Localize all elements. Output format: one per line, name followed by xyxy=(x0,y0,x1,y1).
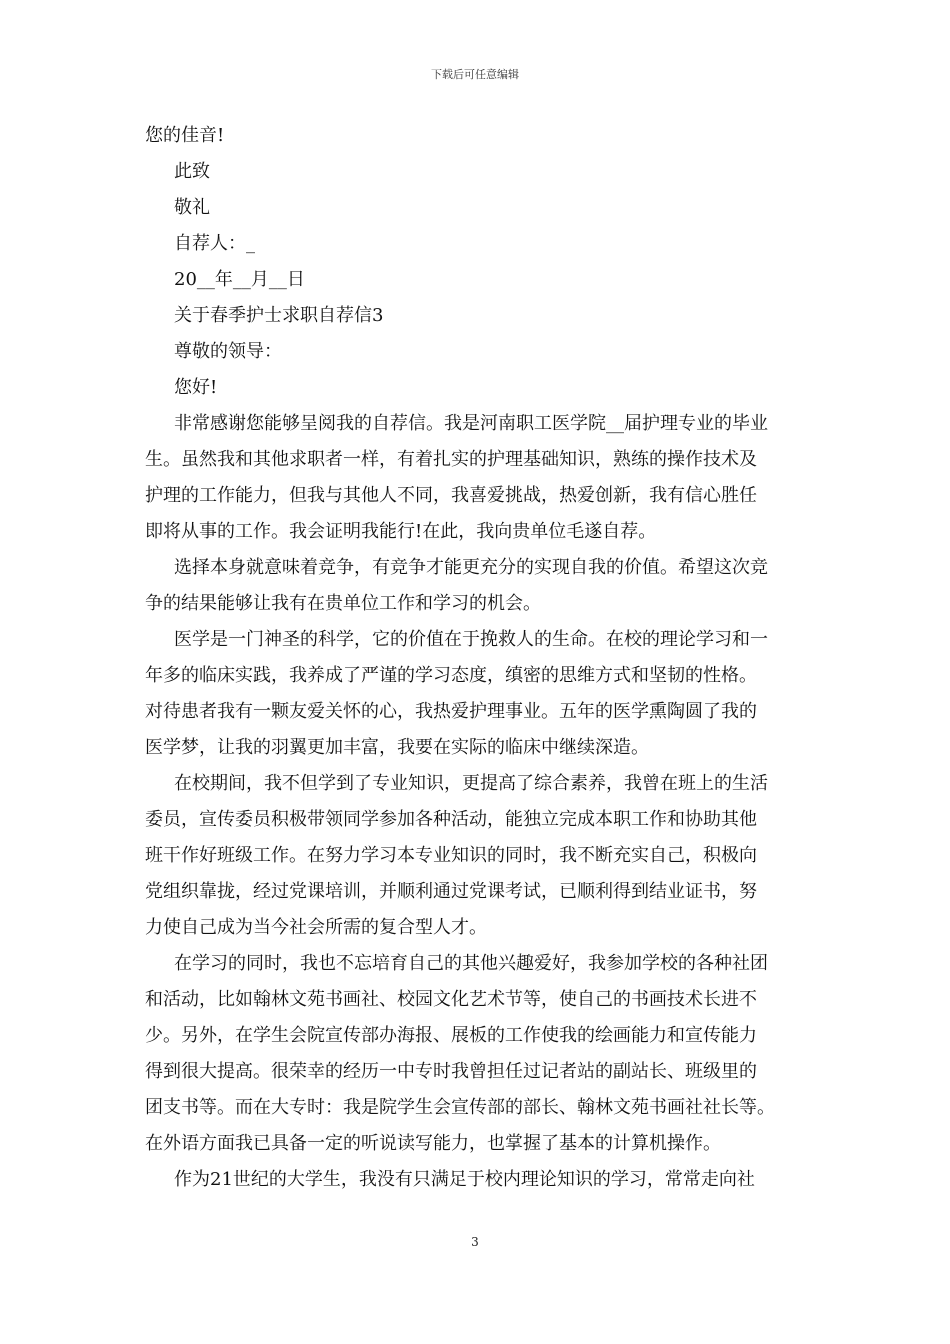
text-line: 在外语方面我已具备一定的听说读写能力，也掌握了基本的计算机操作。 xyxy=(145,1133,721,1154)
text-line: 得到很大提高。很荣幸的经历一中专时我曾担任过记者站的副站长、班级里的 xyxy=(145,1061,757,1082)
text-line: 即将从事的工作。我会证明我能行!在此，我向贵单位毛遂自荐。 xyxy=(145,521,657,542)
text-line: 在学习的同时，我也不忘培育自己的其他兴趣爱好，我参加学校的各种社团 xyxy=(174,953,768,974)
text-line: 在校期间，我不但学到了专业知识，更提高了综合素养，我曾在班上的生活 xyxy=(174,773,768,794)
text-line: 尊敬的领导： xyxy=(174,341,282,362)
text-line: 非常感谢您能够呈阅我的自荐信。我是河南职工医学院__届护理专业的毕业 xyxy=(174,413,768,434)
text-line: 少。另外，在学生会院宣传部办海报、展板的工作使我的绘画能力和宣传能力 xyxy=(145,1025,757,1046)
text-line: 医学梦，让我的羽翼更加丰富，我要在实际的临床中继续深造。 xyxy=(145,737,649,758)
text-line: 此致 xyxy=(174,161,210,182)
text-line: 生。虽然我和其他求职者一样，有着扎实的护理基础知识，熟练的操作技术及 xyxy=(145,449,757,470)
text-line: 您好! xyxy=(174,377,218,398)
text-line: 委员，宣传委员积极带领同学参加各种活动，能独立完成本职工作和协助其他 xyxy=(145,809,757,830)
text-line: 关于春季护士求职自荐信3 xyxy=(174,305,384,326)
page-header: 下载后可任意编辑 xyxy=(431,68,519,81)
text-line: 班干作好班级工作。在努力学习本专业知识的同时，我不断充实自己，积极向 xyxy=(145,845,757,866)
text-line: 力使自己成为当今社会所需的复合型人才。 xyxy=(145,917,487,938)
document-body xyxy=(145,118,815,1198)
text-line: 自荐人：_ xyxy=(174,233,255,254)
text-line: 争的结果能够让我有在贵单位工作和学习的机会。 xyxy=(145,593,541,614)
text-line: 护理的工作能力，但我与其他人不同，我喜爱挑战，热爱创新，我有信心胜任 xyxy=(145,485,757,506)
text-line: 医学是一门神圣的科学，它的价值在于挽救人的生命。在校的理论学习和一 xyxy=(174,629,768,650)
text-line: 选择本身就意味着竞争，有竞争才能更充分的实现自我的价值。希望这次竞 xyxy=(174,557,768,578)
text-line: 团支书等。而在大专时：我是院学生会宣传部的部长、翰林文苑书画社社长等。 xyxy=(145,1097,775,1118)
text-line: 对待患者我有一颗友爱关怀的心，我热爱护理事业。五年的医学熏陶圆了我的 xyxy=(145,701,757,722)
text-line: 敬礼 xyxy=(174,197,210,218)
text-line: 20__年__月__日 xyxy=(174,269,305,290)
text-line: 您的佳音! xyxy=(145,125,225,146)
text-line: 党组织靠拢，经过党课培训，并顺利通过党课考试，已顺利得到结业证书，努 xyxy=(145,881,757,902)
page-number: 3 xyxy=(471,1235,479,1249)
text-line: 和活动，比如翰林文苑书画社、校园文化艺术节等，使自己的书画技术长进不 xyxy=(145,989,757,1010)
text-line: 作为21世纪的大学生，我没有只满足于校内理论知识的学习，常常走向社 xyxy=(174,1169,755,1190)
text-line: 年多的临床实践，我养成了严谨的学习态度，缜密的思维方式和坚韧的性格。 xyxy=(145,665,757,686)
